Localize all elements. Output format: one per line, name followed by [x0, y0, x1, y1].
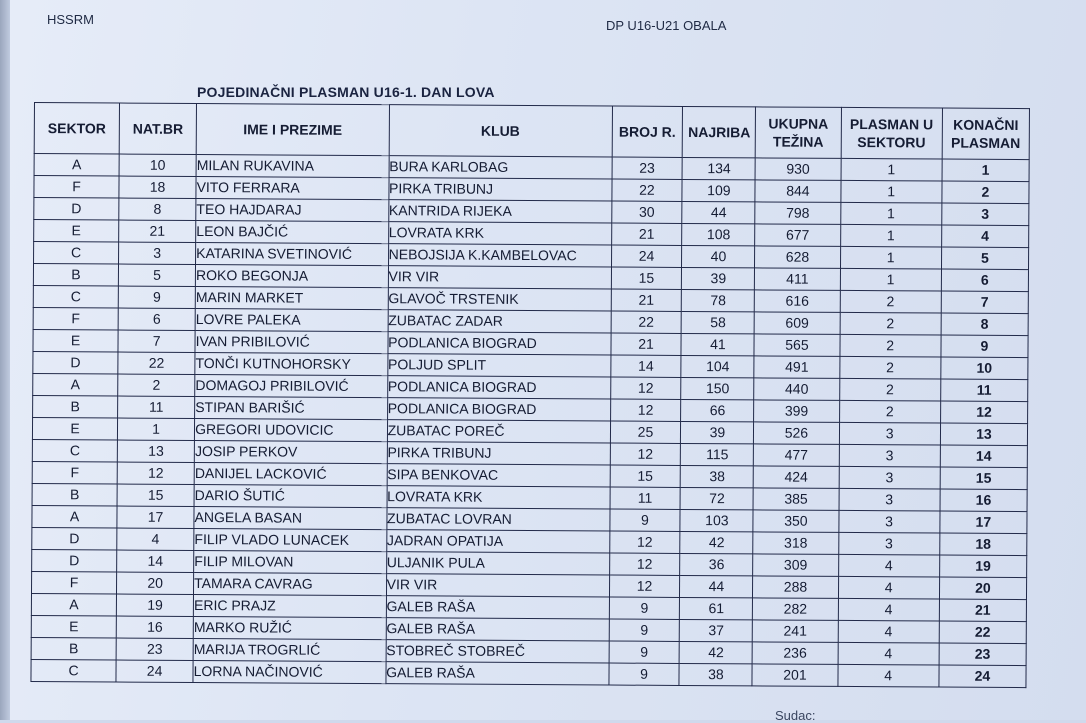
- cell-nat-br: 4: [117, 528, 194, 550]
- cell-ime-prezime: KATARINA SVETINOVIĆ: [196, 242, 389, 265]
- header-row: [34, 103, 1029, 160]
- results-table: [30, 102, 1030, 688]
- cell-ukupna-tezina: 844: [755, 180, 840, 203]
- cell-sektor: B: [33, 395, 118, 418]
- cell-plasman-sektor: 3: [839, 422, 940, 445]
- cell-ime-prezime: LEON BAJČIĆ: [196, 220, 389, 243]
- cell-plasman-sektor: 4: [838, 620, 939, 643]
- cell-broj-r: 23: [612, 157, 683, 179]
- cell-ime-prezime: MILAN RUKAVINA: [196, 154, 389, 177]
- competition-header: DP U16-U21 OBALA: [606, 18, 727, 33]
- cell-konacni-plasman: 16: [940, 489, 1027, 512]
- cell-sektor: D: [33, 351, 118, 374]
- cell-najriba: 103: [680, 509, 753, 531]
- cell-nat-br: 20: [117, 572, 194, 594]
- cell-najriba: 39: [681, 421, 754, 443]
- cell-sektor: E: [32, 417, 117, 440]
- cell-ime-prezime: ROKO BEGONJA: [195, 264, 388, 287]
- col-klub: KLUB: [389, 105, 612, 157]
- cell-konacni-plasman: 1: [942, 159, 1029, 182]
- cell-najriba: 40: [682, 245, 755, 267]
- cell-nat-br: 24: [116, 660, 193, 682]
- cell-broj-r: 9: [608, 663, 679, 685]
- cell-ime-prezime: MARIN MARKET: [195, 286, 388, 309]
- cell-nat-br: 10: [119, 154, 196, 176]
- cell-ime-prezime: LORNA NAČINOVIĆ: [193, 660, 386, 683]
- cell-konacni-plasman: 5: [941, 247, 1028, 270]
- cell-klub: PIRKA TRIBUNJ: [389, 178, 612, 201]
- cell-broj-r: 22: [611, 179, 682, 201]
- cell-broj-r: 15: [611, 267, 682, 289]
- cell-konacni-plasman: 19: [939, 555, 1026, 578]
- signature-label: Sudac:: [775, 708, 816, 723]
- cell-klub: ULJANIK PULA: [386, 552, 609, 575]
- cell-ukupna-tezina: 616: [755, 290, 840, 313]
- cell-plasman-sektor: 3: [839, 444, 940, 467]
- cell-sektor: A: [34, 154, 119, 177]
- cell-najriba: 39: [682, 267, 755, 289]
- cell-broj-r: 14: [610, 355, 681, 377]
- cell-klub: PODLANICA BIOGRAD: [388, 332, 611, 355]
- cell-ukupna-tezina: 440: [754, 378, 839, 401]
- cell-nat-br: 6: [118, 308, 195, 330]
- cell-konacni-plasman: 24: [939, 665, 1026, 688]
- cell-ime-prezime: VITO FERRARA: [196, 176, 389, 199]
- cell-broj-r: 9: [609, 597, 680, 619]
- cell-broj-r: 12: [610, 377, 681, 399]
- cell-konacni-plasman: 13: [940, 423, 1027, 446]
- cell-nat-br: 1: [118, 418, 195, 440]
- cell-najriba: 66: [681, 399, 754, 421]
- cell-konacni-plasman: 6: [941, 269, 1028, 292]
- cell-ime-prezime: IVAN PRIBILOVIĆ: [195, 330, 388, 353]
- cell-ukupna-tezina: 309: [753, 554, 838, 577]
- cell-najriba: 58: [682, 311, 755, 333]
- cell-ime-prezime: FILIP MILOVAN: [194, 550, 387, 573]
- cell-klub: LOVRATA KRK: [387, 486, 610, 509]
- cell-broj-r: 12: [609, 575, 680, 597]
- cell-klub: PODLANICA BIOGRAD: [387, 398, 610, 421]
- cell-sektor: E: [34, 220, 119, 243]
- cell-klub: SIPA BENKOVAC: [387, 464, 610, 487]
- cell-klub: GALEB RAŠA: [386, 662, 609, 685]
- cell-ukupna-tezina: 477: [754, 444, 839, 467]
- cell-konacni-plasman: 18: [940, 533, 1027, 556]
- cell-nat-br: 22: [118, 352, 195, 374]
- cell-konacni-plasman: 12: [940, 401, 1027, 424]
- cell-ukupna-tezina: 798: [755, 202, 840, 225]
- col-plasman-sektor-line1: PLASMAN U: [849, 115, 934, 133]
- cell-najriba: 38: [681, 465, 754, 487]
- cell-sektor: D: [32, 549, 117, 572]
- cell-broj-r: 25: [610, 421, 681, 443]
- col-ukupna-line2: TEŽINA: [772, 133, 824, 150]
- cell-klub: ZUBATAC POREČ: [387, 420, 610, 443]
- cell-ukupna-tezina: 318: [753, 532, 838, 555]
- cell-konacni-plasman: 9: [941, 335, 1028, 358]
- cell-najriba: 41: [681, 333, 754, 355]
- cell-plasman-sektor: 4: [837, 664, 938, 687]
- cell-nat-br: 19: [116, 594, 193, 616]
- cell-najriba: 134: [682, 157, 755, 179]
- cell-klub: PIRKA TRIBUNJ: [387, 442, 610, 465]
- cell-najriba: 150: [681, 377, 754, 399]
- cell-nat-br: 11: [118, 396, 195, 418]
- cell-klub: STOBREČ STOBREČ: [386, 640, 609, 663]
- cell-konacni-plasman: 4: [941, 225, 1028, 248]
- col-plasman-sektor: [841, 107, 943, 159]
- cell-nat-br: 8: [119, 198, 196, 220]
- cell-ime-prezime: GREGORI UDOVICIC: [195, 418, 388, 441]
- organization-header: HSSRM: [47, 12, 94, 27]
- cell-klub: ZUBATAC LOVRAN: [387, 508, 610, 531]
- cell-plasman-sektor: 2: [839, 334, 940, 357]
- cell-plasman-sektor: 1: [841, 158, 942, 181]
- cell-klub: POLJUD SPLIT: [387, 354, 610, 377]
- cell-ukupna-tezina: 241: [753, 620, 838, 643]
- cell-plasman-sektor: 3: [839, 466, 940, 489]
- cell-nat-br: 12: [117, 462, 194, 484]
- cell-ime-prezime: DARIO ŠUTIĆ: [194, 484, 387, 507]
- cell-sektor: F: [33, 307, 118, 330]
- cell-konacni-plasman: 7: [941, 291, 1028, 314]
- cell-broj-r: 12: [610, 399, 681, 421]
- cell-konacni-plasman: 15: [940, 467, 1027, 490]
- col-sektor: SEKTOR: [34, 103, 119, 155]
- cell-plasman-sektor: 4: [838, 642, 939, 665]
- cell-najriba: 44: [682, 201, 755, 223]
- col-ukupna-line1: UKUPNA: [768, 115, 829, 132]
- cell-plasman-sektor: 3: [839, 488, 940, 511]
- cell-najriba: 109: [682, 179, 755, 201]
- cell-konacni-plasman: 2: [942, 181, 1029, 204]
- cell-klub: JADRAN OPATIJA: [386, 530, 609, 553]
- results-body: [31, 154, 1029, 688]
- cell-klub: GLAVOČ TRSTENIK: [388, 288, 611, 311]
- cell-klub: NEBOJSIJA K.KAMBELOVAC: [388, 244, 611, 267]
- col-plasman-sektor-line2: SEKTORU: [857, 134, 926, 151]
- cell-ukupna-tezina: 677: [755, 224, 840, 247]
- cell-konacni-plasman: 14: [940, 445, 1027, 468]
- cell-plasman-sektor: 2: [839, 400, 940, 423]
- cell-konacni-plasman: 11: [941, 379, 1028, 402]
- cell-plasman-sektor: 3: [838, 510, 939, 533]
- cell-plasman-sektor: 1: [840, 180, 941, 203]
- cell-ukupna-tezina: 628: [755, 246, 840, 269]
- cell-sektor: A: [33, 373, 118, 396]
- cell-broj-r: 21: [610, 333, 681, 355]
- cell-klub: VIR VIR: [388, 266, 611, 289]
- col-nat-br: NAT.BR: [119, 103, 196, 154]
- cell-ime-prezime: ERIC PRAJZ: [193, 594, 386, 617]
- cell-plasman-sektor: 1: [840, 202, 941, 225]
- cell-klub: KANTRIDA RIJEKA: [388, 200, 611, 223]
- cell-ukupna-tezina: 526: [754, 422, 839, 445]
- cell-klub: ZUBATAC ZADAR: [388, 310, 611, 333]
- cell-ime-prezime: STIPAN BARIŠIĆ: [195, 396, 388, 419]
- cell-ime-prezime: ANGELA BASAN: [194, 506, 387, 529]
- cell-sektor: E: [31, 615, 116, 638]
- cell-najriba: 38: [679, 663, 752, 685]
- col-konacni-plasman: [942, 108, 1029, 160]
- cell-ime-prezime: DOMAGOJ PRIBILOVIĆ: [195, 374, 388, 397]
- cell-nat-br: 17: [117, 506, 194, 528]
- col-konacni-line2: PLASMAN: [951, 134, 1021, 152]
- cell-najriba: 115: [681, 443, 754, 465]
- cell-nat-br: 3: [119, 242, 196, 264]
- cell-konacni-plasman: 23: [939, 643, 1026, 666]
- col-najriba: NAJRIBA: [683, 106, 756, 157]
- cell-najriba: 44: [680, 575, 753, 597]
- cell-najriba: 37: [680, 619, 753, 641]
- cell-plasman-sektor: 1: [840, 268, 941, 291]
- cell-sektor: C: [34, 242, 119, 265]
- cell-plasman-sektor: 2: [839, 356, 940, 379]
- cell-ukupna-tezina: 385: [753, 488, 838, 511]
- cell-plasman-sektor: 4: [838, 554, 939, 577]
- cell-ukupna-tezina: 930: [755, 158, 840, 181]
- col-ime-prezime: IME I PREZIME: [196, 103, 389, 155]
- cell-broj-r: 15: [610, 465, 681, 487]
- cell-broj-r: 24: [611, 245, 682, 267]
- cell-plasman-sektor: 4: [838, 576, 939, 599]
- cell-broj-r: 12: [609, 553, 680, 575]
- cell-plasman-sektor: 1: [840, 224, 941, 247]
- cell-sektor: F: [31, 571, 116, 594]
- cell-sektor: D: [34, 198, 119, 221]
- cell-ukupna-tezina: 565: [754, 334, 839, 357]
- cell-sektor: A: [32, 505, 117, 528]
- cell-broj-r: 22: [611, 311, 682, 333]
- cell-nat-br: 14: [117, 550, 194, 572]
- cell-broj-r: 21: [611, 223, 682, 245]
- cell-plasman-sektor: 2: [839, 378, 940, 401]
- cell-konacni-plasman: 8: [941, 313, 1028, 336]
- cell-konacni-plasman: 10: [941, 357, 1028, 380]
- cell-ukupna-tezina: 491: [754, 356, 839, 379]
- cell-ukupna-tezina: 399: [754, 400, 839, 423]
- cell-klub: LOVRATA KRK: [388, 222, 611, 245]
- cell-najriba: 108: [682, 223, 755, 245]
- cell-nat-br: 23: [116, 638, 193, 660]
- cell-broj-r: 12: [609, 531, 680, 553]
- cell-nat-br: 9: [118, 286, 195, 308]
- cell-klub: BURA KARLOBAG: [389, 156, 612, 179]
- cell-ime-prezime: TAMARA CAVRAG: [194, 572, 387, 595]
- cell-ukupna-tezina: 236: [752, 642, 837, 665]
- cell-sektor: F: [32, 461, 117, 484]
- cell-plasman-sektor: 2: [840, 312, 941, 335]
- cell-ukupna-tezina: 201: [752, 664, 837, 687]
- cell-ime-prezime: LOVRE PALEKA: [195, 308, 388, 331]
- cell-najriba: 42: [680, 641, 753, 663]
- cell-ukupna-tezina: 282: [753, 598, 838, 621]
- cell-ime-prezime: MARIJA TROGRLIĆ: [193, 638, 386, 661]
- cell-broj-r: 12: [610, 443, 681, 465]
- cell-nat-br: 16: [116, 616, 193, 638]
- cell-broj-r: 21: [611, 289, 682, 311]
- cell-ukupna-tezina: 424: [754, 466, 839, 489]
- cell-sektor: D: [32, 527, 117, 550]
- cell-nat-br: 7: [118, 330, 195, 352]
- cell-ime-prezime: JOSIP PERKOV: [194, 440, 387, 463]
- cell-sektor: F: [34, 176, 119, 199]
- cell-nat-br: 5: [118, 264, 195, 286]
- cell-sektor: E: [33, 329, 118, 352]
- cell-ime-prezime: MARKO RUŽIĆ: [193, 616, 386, 639]
- cell-sektor: A: [31, 593, 116, 616]
- cell-sektor: C: [31, 659, 116, 682]
- cell-ime-prezime: DANIJEL LACKOVIĆ: [194, 462, 387, 485]
- cell-konacni-plasman: 3: [942, 203, 1029, 226]
- cell-sektor: B: [32, 483, 117, 506]
- cell-konacni-plasman: 20: [939, 577, 1026, 600]
- cell-sektor: B: [31, 637, 116, 660]
- cell-najriba: 72: [680, 487, 753, 509]
- cell-broj-r: 30: [611, 201, 682, 223]
- cell-klub: GALEB RAŠA: [386, 596, 609, 619]
- cell-klub: PODLANICA BIOGRAD: [387, 376, 610, 399]
- cell-plasman-sektor: 2: [840, 290, 941, 313]
- document-title: POJEDINAČNI PLASMAN U16-1. DAN LOVA: [197, 84, 495, 100]
- cell-ukupna-tezina: 288: [753, 576, 838, 599]
- cell-plasman-sektor: 4: [838, 598, 939, 621]
- cell-plasman-sektor: 3: [838, 532, 939, 555]
- cell-sektor: B: [33, 264, 118, 287]
- cell-najriba: 61: [680, 597, 753, 619]
- cell-nat-br: 15: [117, 484, 194, 506]
- cell-konacni-plasman: 21: [939, 599, 1026, 622]
- cell-broj-r: 9: [609, 509, 680, 531]
- col-broj-r: BROJ R.: [612, 106, 683, 157]
- cell-konacni-plasman: 22: [939, 621, 1026, 644]
- cell-konacni-plasman: 17: [940, 511, 1027, 534]
- cell-ime-prezime: TEO HAJDARAJ: [196, 198, 389, 221]
- cell-broj-r: 9: [609, 641, 680, 663]
- cell-sektor: C: [32, 439, 117, 462]
- col-konacni-line1: KONAČNI: [953, 116, 1019, 134]
- cell-plasman-sektor: 1: [840, 246, 941, 269]
- cell-ime-prezime: FILIP VLADO LUNACEK: [194, 528, 387, 551]
- cell-nat-br: 13: [117, 440, 194, 462]
- cell-ukupna-tezina: 609: [754, 312, 839, 335]
- cell-broj-r: 9: [609, 619, 680, 641]
- cell-klub: GALEB RAŠA: [386, 618, 609, 641]
- cell-najriba: 36: [680, 553, 753, 575]
- cell-ukupna-tezina: 350: [753, 510, 838, 533]
- cell-nat-br: 18: [119, 176, 196, 198]
- cell-najriba: 104: [681, 355, 754, 377]
- cell-broj-r: 11: [610, 487, 681, 509]
- cell-nat-br: 21: [119, 220, 196, 242]
- cell-ime-prezime: TONČI KUTNOHORSKY: [195, 352, 388, 375]
- cell-klub: VIR VIR: [386, 574, 609, 597]
- col-ukupna-tezina: [756, 107, 841, 159]
- cell-sektor: C: [33, 285, 118, 308]
- cell-najriba: 78: [682, 289, 755, 311]
- cell-ukupna-tezina: 411: [755, 268, 840, 291]
- cell-nat-br: 2: [118, 374, 195, 396]
- cell-najriba: 42: [680, 531, 753, 553]
